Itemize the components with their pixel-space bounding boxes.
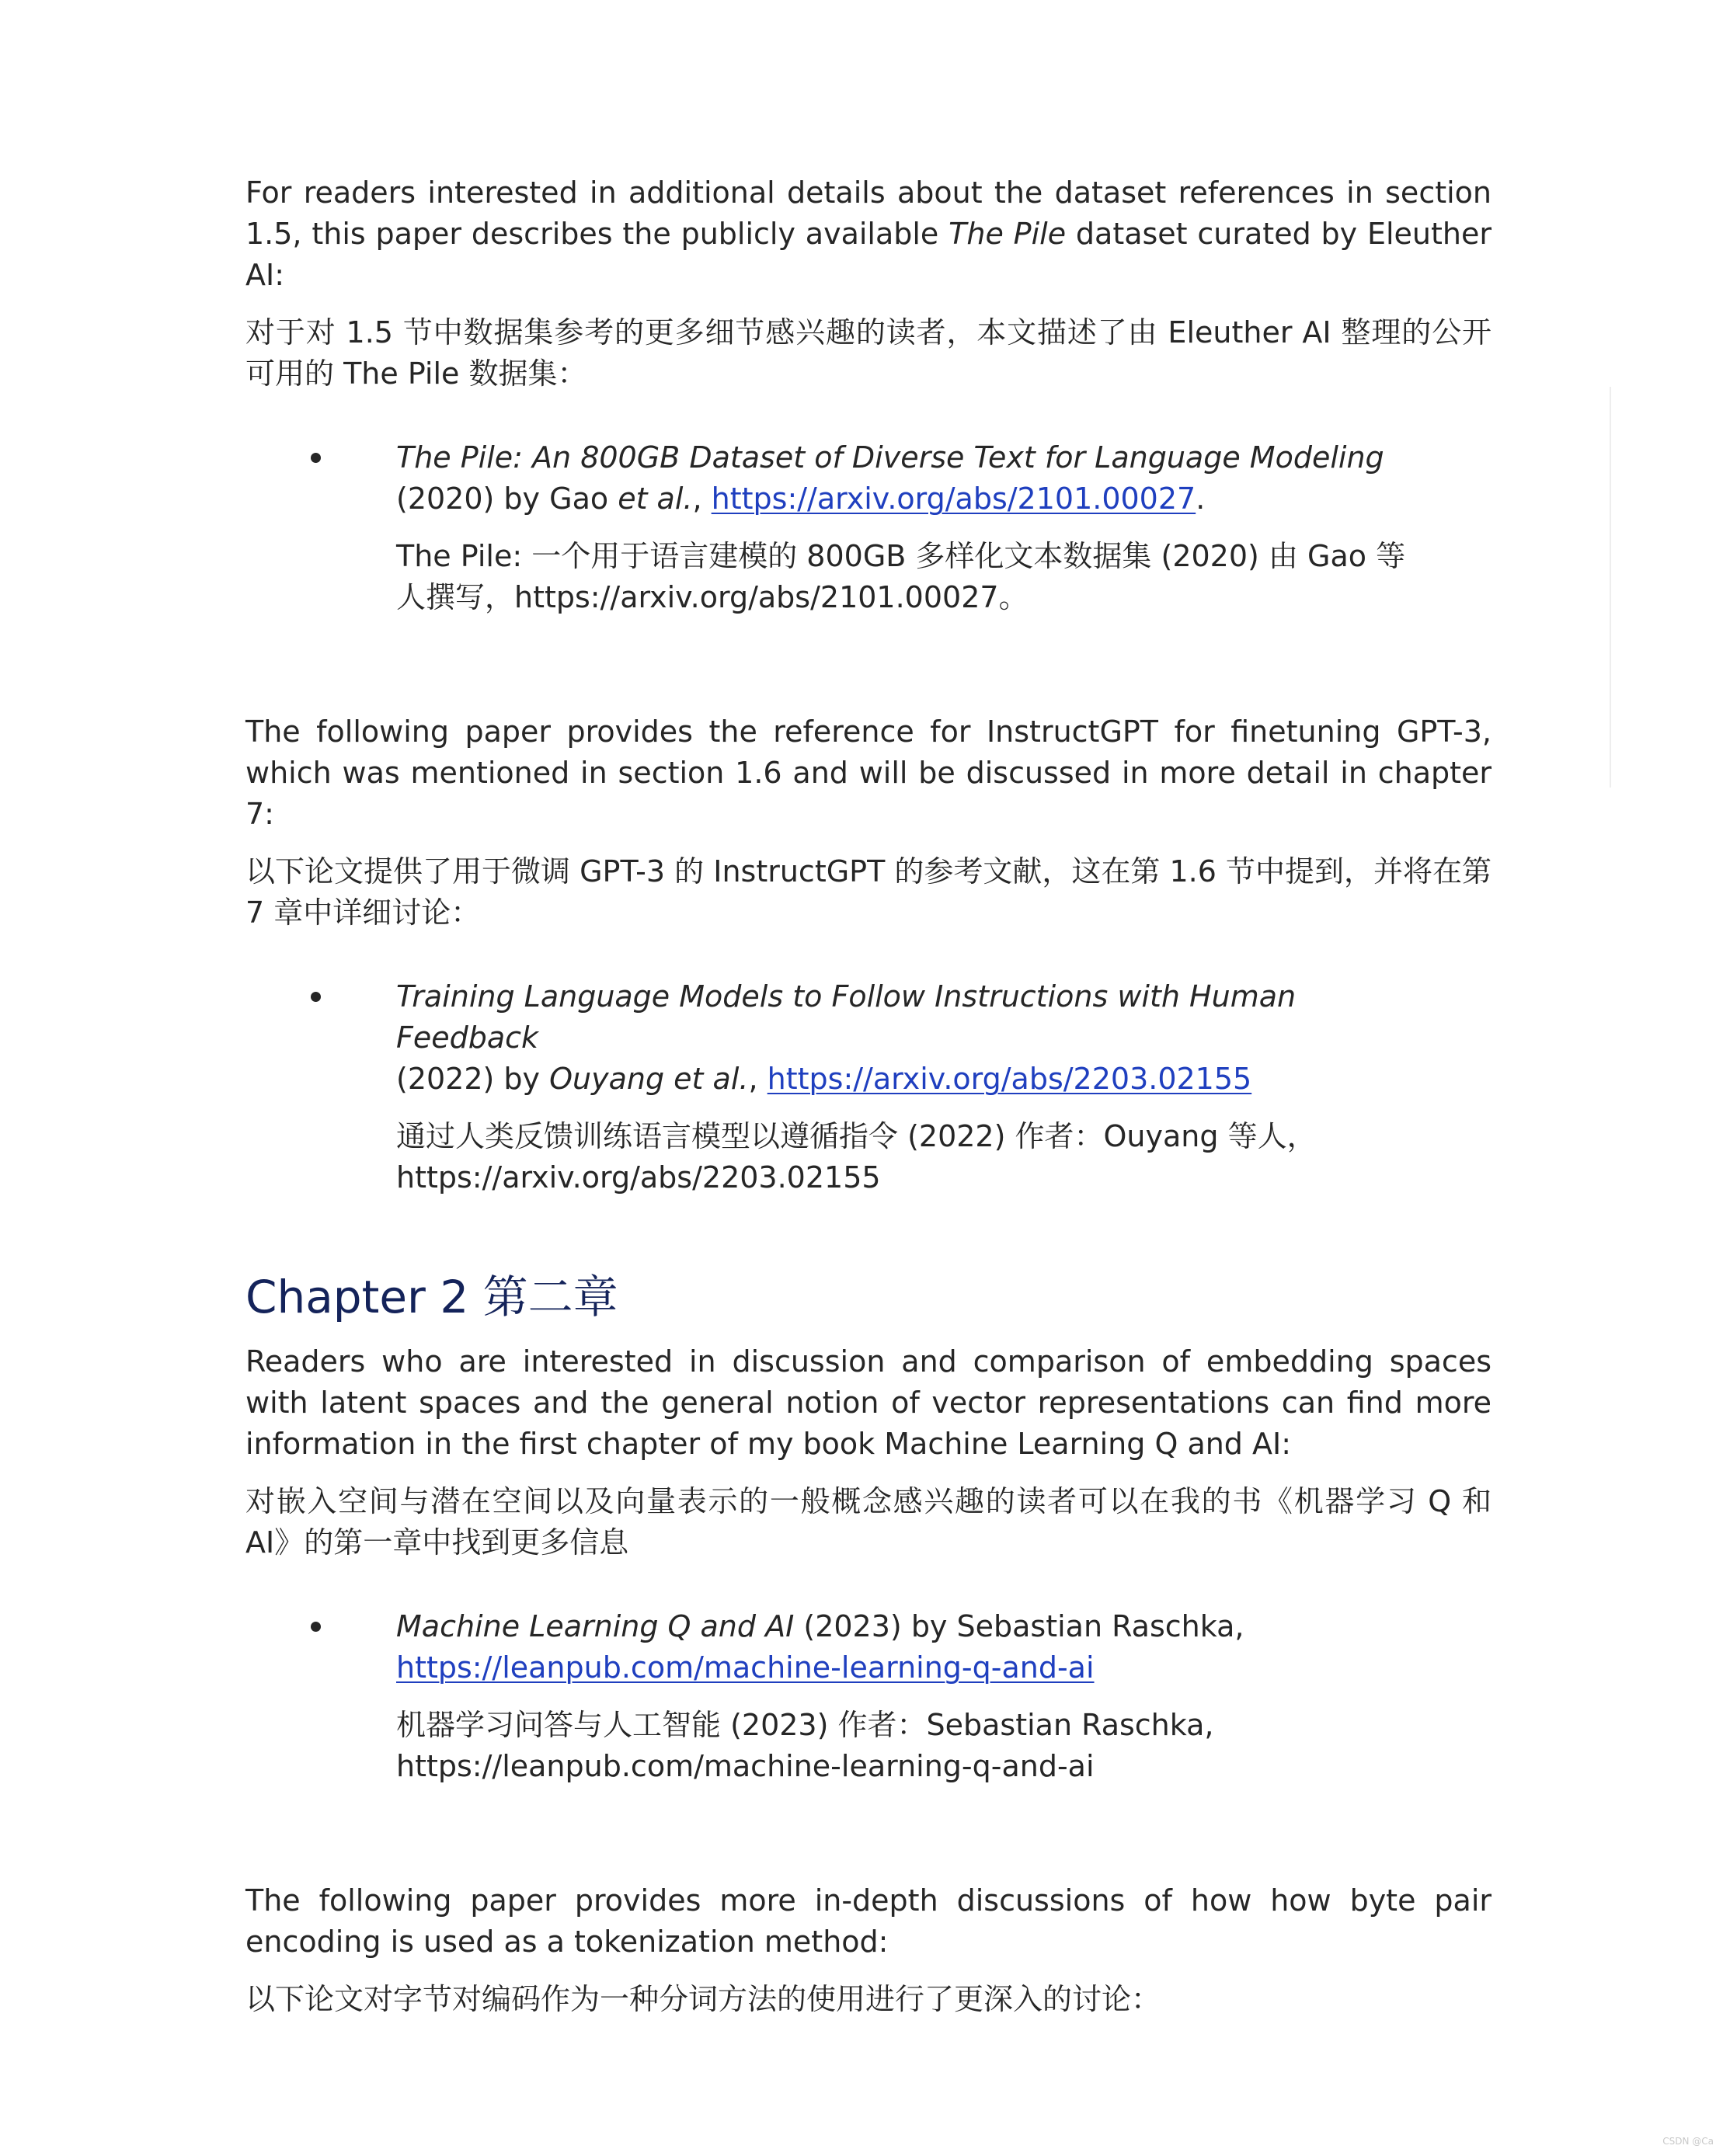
pile-intro-zh: 对于对 1.5 节中数据集参考的更多细节感兴趣的读者，本文描述了由 Eleuther AI 整理的公开可用的 The Pile 数据集： (245, 315, 1492, 391)
page-content (245, 172, 1492, 2020)
book-ref-citation: Machine Learning Q and AI (2023) by Sebastian Raschka, (396, 1609, 1244, 1643)
bullet-icon (311, 1622, 321, 1632)
pile-ref-translation: The Pile: 一个用于语言建模的 800GB 多样化文本数据集 (2020) 由 Gao 等人撰写，https://arxiv.org/abs/2101.00027。 (396, 539, 1406, 614)
instructgpt-ref-translation: 通过人类反馈训练语言模型以遵循指令 (2022) 作者：Ouyang 等人， https://arxiv.org/abs/2203.02155 (396, 1119, 1317, 1194)
pile-ref-citation: (2020) by Gao et al., https://arxiv.org/abs/2101.00027. (396, 482, 1206, 516)
chapter-heading: Chapter 2 第二章 (245, 1271, 618, 1323)
pile-dataset-name: The Pile (949, 217, 1067, 251)
instructgpt-intro-zh: 以下论文提供了用于微调 GPT-3 的 InstructGPT 的参考文献，这在第 1.6 节中提到，并将在第 7 章中详细讨论： (245, 854, 1492, 930)
book-reference (396, 1606, 1429, 1787)
chapter2-intro-en: Readers who are interested in discussion and comparison of embedding spaces with latent spaces and the general notion of vector representations can find more information in the first chapter of my book Machine Learning Q and AI: (245, 1344, 1492, 1461)
watermark: CSDN @Ca (1662, 2136, 1714, 2147)
book-ref-link-line (396, 1647, 1429, 1688)
bpe-intro-en: The following paper provides more in-depth discussions of how how byte pair encoding is used as a tokenization method: (245, 1883, 1492, 1959)
margin-rule (1610, 387, 1611, 788)
bullet-icon (311, 992, 321, 1002)
instructgpt-arxiv-link[interactable]: https://arxiv.org/abs/2203.02155 (767, 1062, 1252, 1096)
instructgpt-ref-title: Training Language Models to Follow Instructions with Human Feedback (396, 979, 1297, 1055)
pile-ref-title: The Pile: An 800GB Dataset of Diverse Text for Language Modeling (396, 440, 1384, 475)
bpe-intro-zh: 以下论文对字节对编码作为一种分词方法的使用进行了更深入的讨论： (245, 1982, 1161, 2016)
instructgpt-intro-en: The following paper provides the reference for InstructGPT for finetuning GPT-3, which was mentioned in section 1.6 and will be discussed in more detail in chapter 7: (245, 715, 1492, 831)
pile-reference (396, 437, 1429, 618)
book-ref-translation: 机器学习问答与人工智能 (2023) 作者：Sebastian Raschka, https://leanpub.com/machine-learning-q-and-ai (396, 1708, 1214, 1783)
book-title: Machine Learning Q and AI (396, 1609, 795, 1643)
chapter2-intro-zh: 对嵌入空间与潜在空间以及向量表示的一般概念感兴趣的读者可以在我的书《机器学习 Q 和 AI》的第一章中找到更多信息 (245, 1484, 1492, 1560)
leanpub-link[interactable]: https://leanpub.com/machine-learning-q-and-ai (396, 1650, 1095, 1685)
pile-intro-en: For readers interested in additional details about the dataset references in section 1.5, this paper describes the publicly available The Pile dataset curated by Eleuther AI: (245, 176, 1492, 292)
instructgpt-ref-citation: (2022) by Ouyang et al., https://arxiv.org/abs/2203.02155 (396, 1062, 1252, 1096)
bullet-icon (311, 453, 321, 463)
pile-arxiv-link[interactable]: https://arxiv.org/abs/2101.00027 (711, 482, 1196, 516)
instructgpt-reference (396, 976, 1429, 1198)
